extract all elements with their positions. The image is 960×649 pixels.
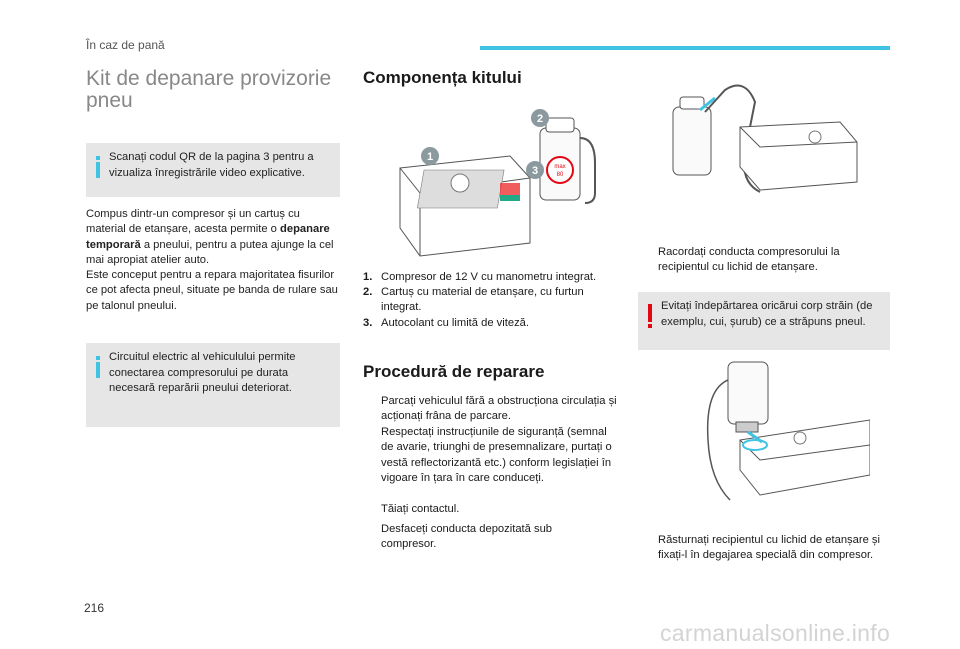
procedure-step bbox=[363, 394, 619, 425]
connect-hose-illustration bbox=[665, 82, 865, 212]
svg-text:max: max bbox=[554, 164, 566, 170]
intro-text-1: Compus dintr-un compresor și un cartuș cu material de etanșare, acesta permite o bbox=[86, 208, 300, 236]
procedure-step bbox=[363, 522, 583, 553]
svg-text:80: 80 bbox=[556, 172, 564, 178]
intro-text-2: a pneului, pentru a putea ajunge la cel mai apropiat atelier auto. bbox=[86, 238, 334, 266]
header-accent-bar bbox=[480, 46, 890, 50]
item-text: Autocolant cu limită de viteză. bbox=[381, 317, 529, 329]
procedure-step bbox=[363, 425, 619, 486]
watermark: carmanualsonline.info bbox=[660, 620, 891, 646]
component-item bbox=[363, 285, 619, 316]
kit-illustration bbox=[380, 108, 615, 260]
intro-paragraph bbox=[86, 207, 342, 314]
callout-2: 2 bbox=[536, 113, 544, 125]
step-text: Desfaceți conducta depozitată sub compresor. bbox=[381, 523, 553, 551]
components-heading: Componența kitului bbox=[363, 68, 522, 87]
callout-3: 3 bbox=[531, 165, 539, 177]
section-header: În caz de pană bbox=[86, 38, 165, 52]
flip-cartridge-illustration bbox=[700, 360, 870, 510]
info-box-qr bbox=[86, 143, 340, 197]
callout-1: 1 bbox=[426, 151, 434, 163]
item-number: 2. bbox=[363, 286, 373, 298]
warning-box bbox=[638, 292, 890, 350]
item-number: 3. bbox=[363, 317, 373, 329]
step-text: Tăiați contactul. bbox=[381, 503, 460, 515]
info-box-circuit bbox=[86, 343, 340, 427]
page-number: 216 bbox=[84, 601, 105, 615]
info-box-qr-text: Scanați codul QR de la pagina 3 pentru a vizualiza înregistrările video explicative. bbox=[109, 151, 314, 179]
intro-bold: depanare temporară bbox=[86, 223, 330, 251]
step-text: Răsturnați recipientul cu lichid de etanșare și fixați-l în degajarea specială din compresor. bbox=[658, 534, 881, 562]
right-step-2 bbox=[640, 533, 890, 564]
warning-text: Evitați îndepărtarea oricărui corp străin (de exemplu, cui, șurub) ce a străpuns pneul. bbox=[661, 300, 873, 328]
page-title: Kit de depanare provizorie pneu bbox=[86, 67, 332, 112]
step-text: Respectați instrucțiunile de siguranță (semnal de avarie, triunghi de presemnalizare, purtați o vestă reflectorizantă etc.) conform legislației în vigoare în țara în care conduceți. bbox=[381, 426, 612, 484]
step-text: Parcați vehiculul fără a obstrucționa circulația și acționați frâna de parcare. bbox=[381, 395, 617, 423]
procedure-heading: Procedură de reparare bbox=[363, 362, 545, 381]
right-step-1 bbox=[640, 245, 890, 276]
step-text: Racordați conducta compresorului la recipientul cu lichid de etanșare. bbox=[658, 246, 840, 274]
component-item bbox=[363, 316, 619, 331]
component-item bbox=[363, 270, 619, 285]
item-number: 1. bbox=[363, 271, 373, 283]
item-text: Compresor de 12 V cu manometru integrat. bbox=[381, 271, 597, 283]
intro-text-3: Este conceput pentru a repara majoritatea fisurilor ce pot afecta pneul, situate pe banda de rulare sau pe talonul pneului. bbox=[86, 269, 338, 312]
info-box-circuit-text: Circuitul electric al vehiculului permite conectarea compresorului pe durata necesară reparării pneului deteriorat. bbox=[109, 351, 296, 394]
procedure-step bbox=[363, 502, 619, 517]
item-text: Cartuș cu material de etanșare, cu furtun integrat. bbox=[381, 286, 584, 314]
